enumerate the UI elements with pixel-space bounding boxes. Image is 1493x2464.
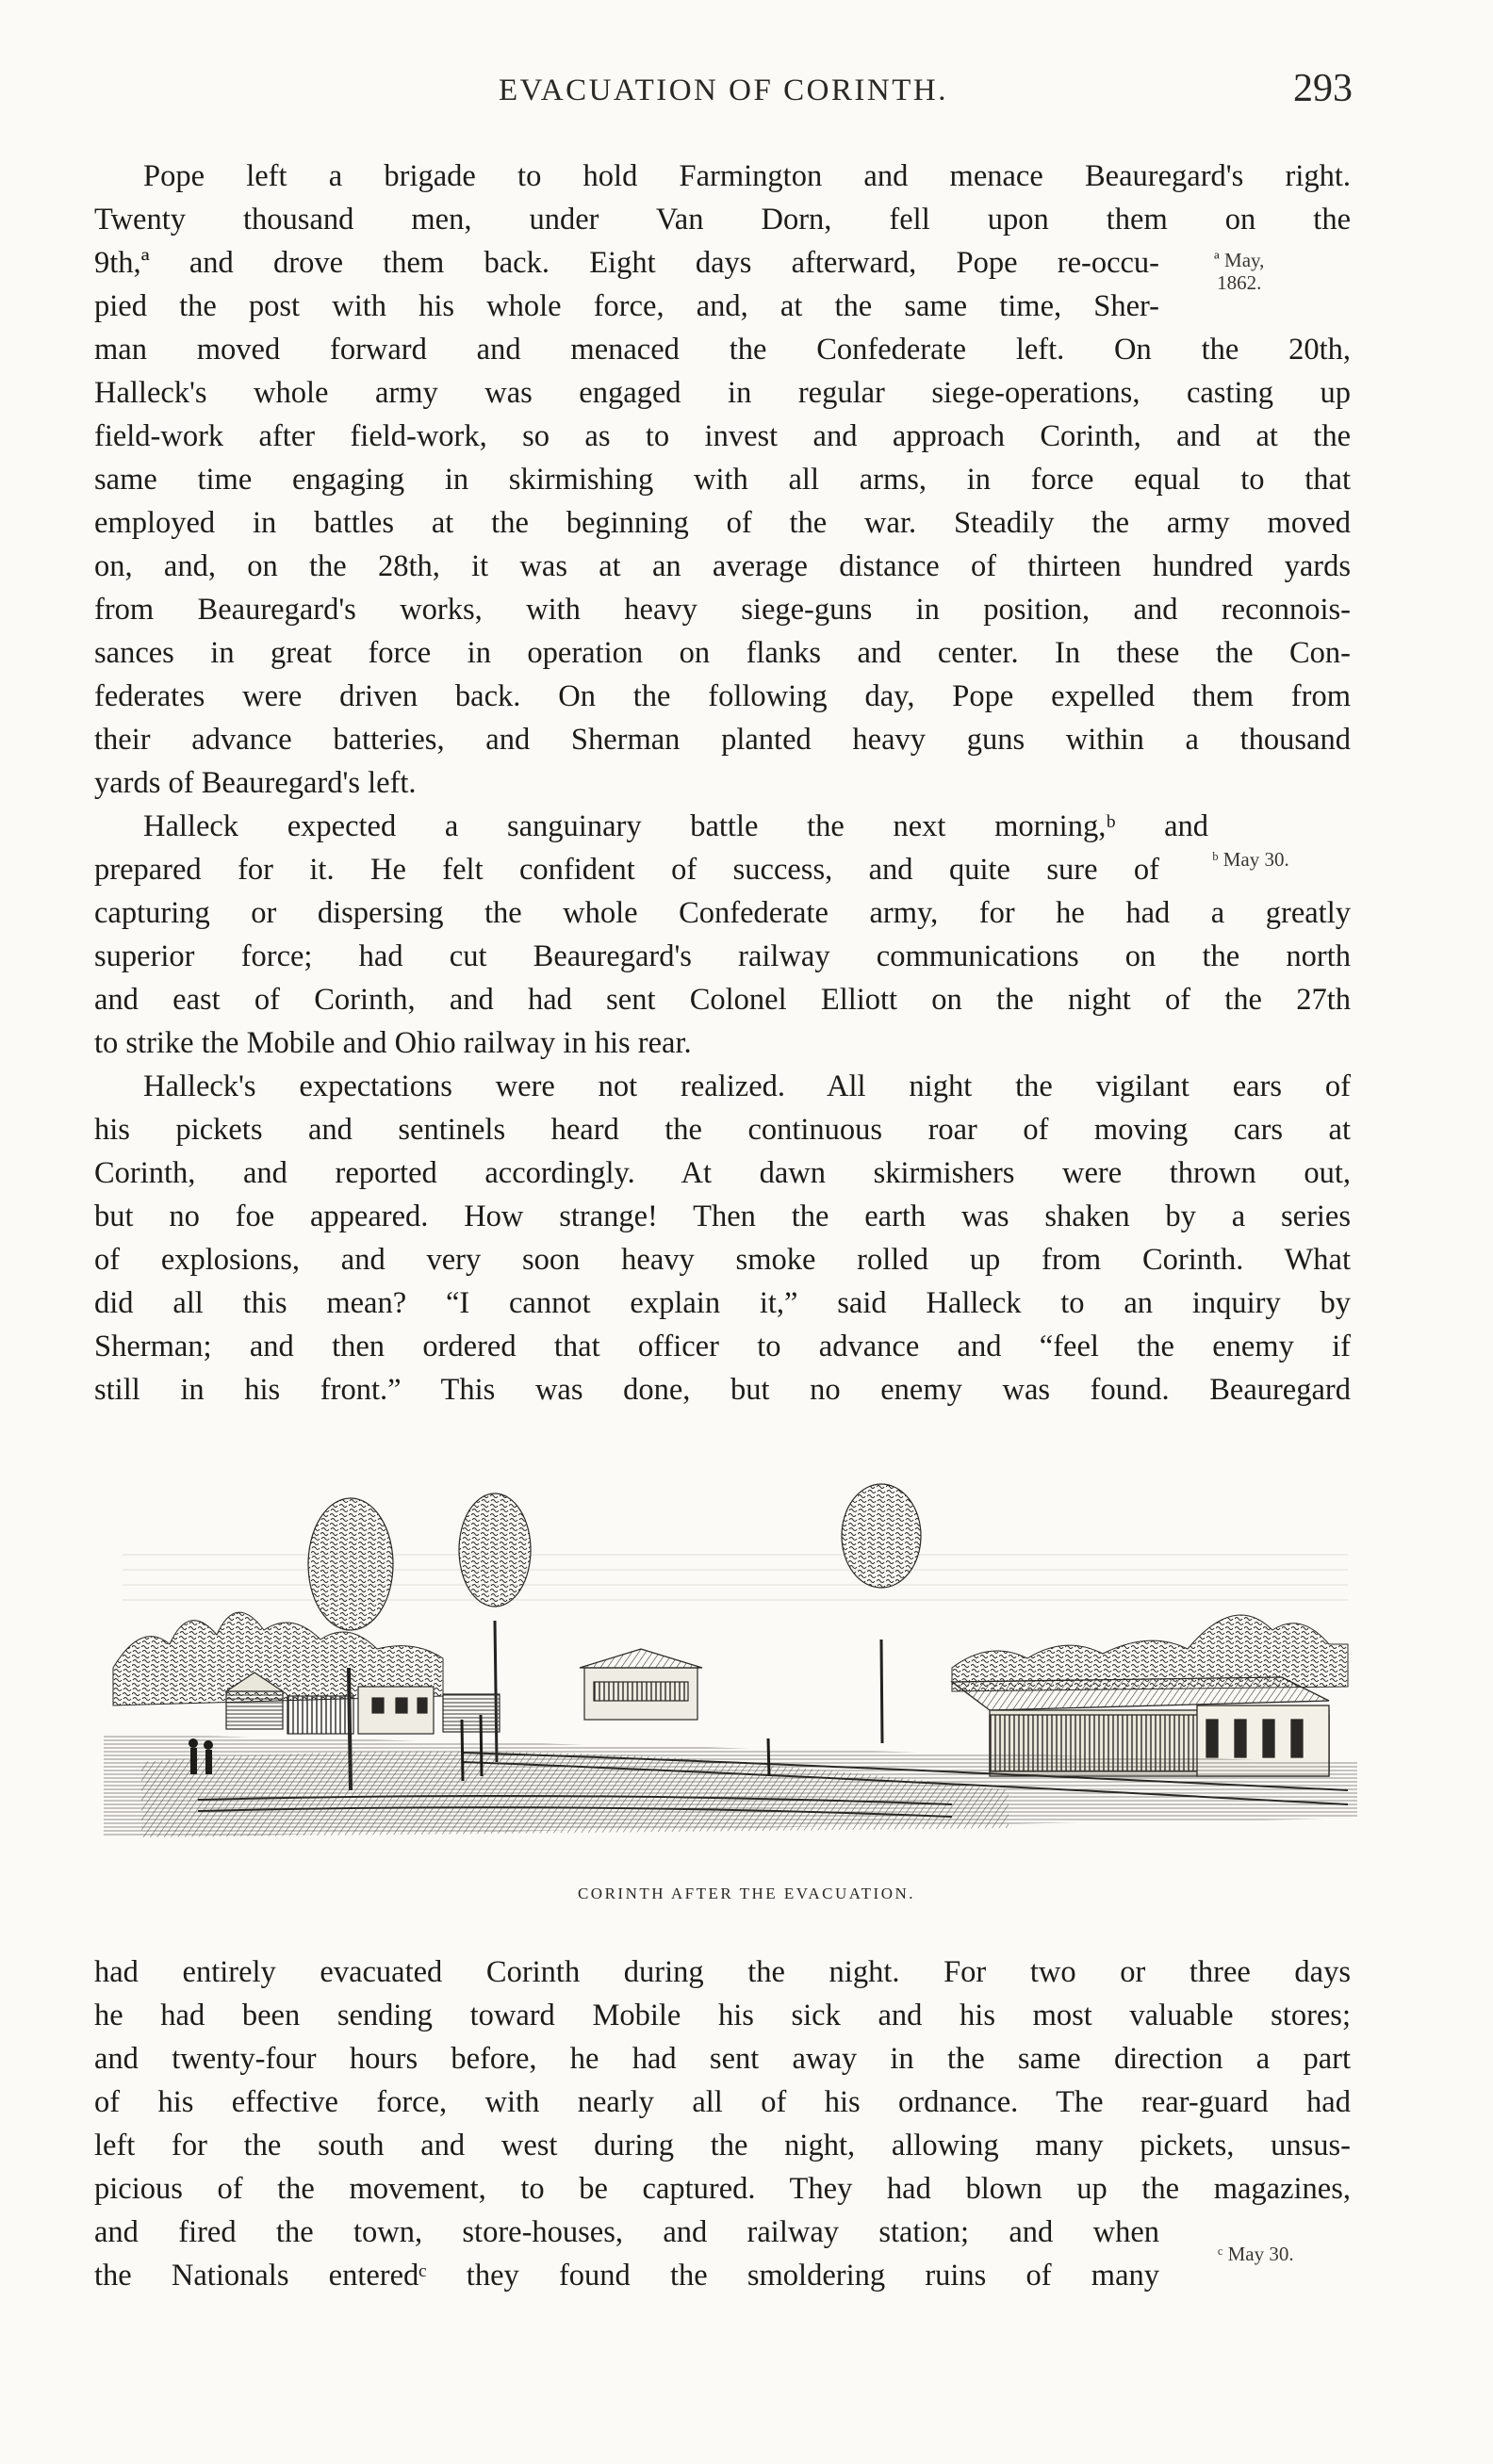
text-line: Pope left a brigade to hold Farmington and menace Beauregard's right. bbox=[143, 159, 1351, 193]
central-building bbox=[580, 1649, 702, 1720]
text-line: picious of the movement, to be captured. They had blown up the magazines, bbox=[94, 2172, 1351, 2206]
text-line: did all this mean? “I cannot explain it,” said Halleck to an inquiry by bbox=[94, 1286, 1351, 1320]
margin-note-a-month: ª May, bbox=[1214, 249, 1265, 271]
text-line: prepared for it. He felt confident of success, and quite sure of bbox=[94, 853, 1159, 887]
tall-tree-3 bbox=[842, 1484, 921, 1743]
text-line: Sherman; and then ordered that officer to advance and “feel the enemy if bbox=[94, 1330, 1351, 1363]
text-line: their advance batteries, and Sherman planted heavy guns within a thousand bbox=[94, 723, 1351, 757]
text-line: Corinth, and reported accordingly. At dawn skirmishers were thrown out, bbox=[94, 1156, 1351, 1190]
margin-note-c: ᶜ May 30. bbox=[1218, 2243, 1294, 2265]
body-text-bottom bbox=[94, 1950, 1351, 2297]
sky bbox=[123, 1555, 1348, 1600]
text-line: of explosions, and very soon heavy smoke rolled up from Corinth. What bbox=[94, 1243, 1351, 1277]
text-line: capturing or dispersing the whole Confederate army, for he had a greatly bbox=[94, 896, 1351, 930]
text-line: yards of Beauregard's left. bbox=[94, 766, 417, 800]
text-line: 9th,ª and drove them back. Eight days afterward, Pope re-occu- bbox=[94, 246, 1159, 280]
text-line: same time engaging in skirmishing with all arms, in force equal to that bbox=[94, 463, 1351, 497]
text-line: left for the south and west during the night, allowing many pickets, unsus- bbox=[94, 2129, 1351, 2162]
text-line: Halleck's whole army was engaged in regular siege-operations, casting up bbox=[94, 376, 1351, 410]
text-line: Halleck expected a sanguinary battle the next morning,ᵇ and bbox=[143, 809, 1208, 843]
text-line: to strike the Mobile and Ohio railway in his rear. bbox=[94, 1026, 692, 1060]
text-line: and fired the town, store-houses, and railway station; and when bbox=[94, 2215, 1159, 2249]
text-line: Twenty thousand men, under Van Dorn, fell upon them on the bbox=[94, 203, 1351, 237]
text-line: of his effective force, with nearly all of his ordnance. The rear-guard had bbox=[94, 2085, 1351, 2119]
text-line: federates were driven back. On the following day, Pope expelled them from bbox=[94, 679, 1351, 713]
text-line: on, and, on the 28th, it was at an average distance of thirteen hundred yards bbox=[94, 549, 1351, 583]
page-number: 293 bbox=[1293, 67, 1353, 110]
text-line: but no foe appeared. How strange! Then the earth was shaken by a series bbox=[94, 1199, 1351, 1233]
margin-note-b: ᵇ May 30. bbox=[1212, 848, 1289, 871]
text-line: man moved forward and menaced the Confederate left. On the 20th, bbox=[94, 333, 1351, 367]
text-line: sances in great force in operation on flanks and center. In these the Con- bbox=[94, 636, 1351, 670]
text-line: the Nationals enteredᶜ they found the smoldering ruins of many bbox=[94, 2259, 1159, 2293]
text-line: and twenty-four hours before, he had sent away in the same direction a part bbox=[94, 2042, 1351, 2076]
margin-note-a-year: 1862. bbox=[1217, 271, 1262, 294]
body-text-top bbox=[94, 155, 1351, 1411]
text-line: superior force; had cut Beauregard's railway communications on the north bbox=[94, 939, 1351, 973]
running-title: EVACUATION OF CORINTH. bbox=[499, 73, 948, 107]
illustration-caption: CORINTH AFTER THE EVACUATION. bbox=[577, 1885, 916, 1902]
text-line: Halleck's expectations were not realized. All night the vigilant ears of bbox=[143, 1069, 1351, 1103]
text-line: still in his front.” This was done, but no enemy was found. Beauregard bbox=[94, 1373, 1351, 1407]
running-head bbox=[94, 66, 1353, 122]
text-line: and east of Corinth, and had sent Colonel Elliott on the night of the 27th bbox=[94, 983, 1351, 1017]
text-line: his pickets and sentinels heard the continuous roar of moving cars at bbox=[94, 1113, 1351, 1147]
text-line: from Beauregard's works, with heavy siege-guns in position, and reconnois- bbox=[94, 593, 1351, 627]
text-line: pied the post with his whole force, and, at the same time, Sher- bbox=[94, 289, 1159, 323]
text-line: had entirely evacuated Corinth during the night. For two or three days bbox=[94, 1955, 1351, 1989]
text-line: employed in battles at the beginning of the war. Steadily the army moved bbox=[94, 506, 1351, 540]
text-line: he had been sending toward Mobile his sick and his most valuable stores; bbox=[94, 1999, 1351, 2032]
margin-note-a bbox=[1214, 249, 1264, 294]
text-line: field-work after field-work, so as to invest and approach Corinth, and at the bbox=[94, 419, 1351, 453]
corinth-engraving bbox=[104, 1479, 1357, 1837]
